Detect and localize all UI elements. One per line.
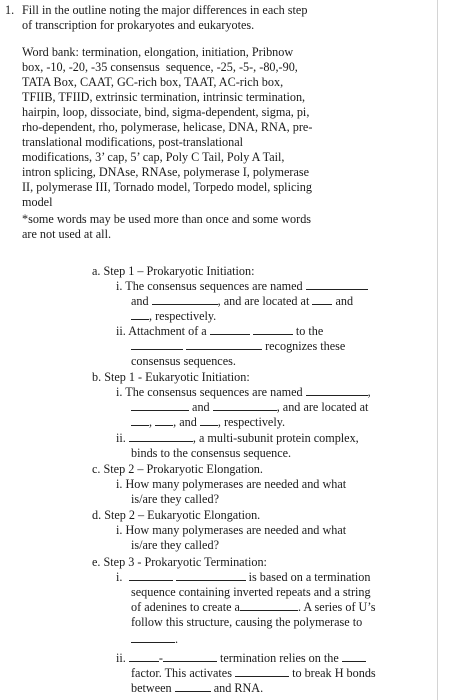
question-prompt-line-1: Fill in the outline noting the major differences in each step bbox=[22, 3, 308, 17]
section-c-i-line-1: i. How many polymerases are needed and what bbox=[116, 477, 347, 491]
word-bank-line: model bbox=[22, 195, 53, 209]
answer-blank[interactable] bbox=[131, 401, 189, 411]
answer-blank[interactable] bbox=[210, 325, 250, 335]
section-e-ii-line-3: between and RNA. bbox=[131, 681, 264, 695]
section-a-i-line-1: i. The consensus sequences are named bbox=[116, 279, 368, 294]
section-e-i-line-5: . bbox=[131, 632, 178, 647]
section-b-i-line-2: and , and are located at bbox=[131, 400, 368, 415]
section-b-ii-line-2: binds to the consensus sequence. bbox=[131, 446, 292, 460]
answer-blank[interactable] bbox=[131, 416, 149, 426]
answer-blank[interactable] bbox=[186, 340, 262, 350]
word-bank-line: hairpin, loop, dissociate, bind, sigma-dependent, sigma, pi, bbox=[22, 105, 310, 119]
answer-blank[interactable] bbox=[213, 401, 277, 411]
word-bank-line: translational modifications, post-translational bbox=[22, 135, 244, 149]
answer-blank[interactable] bbox=[131, 340, 183, 350]
section-e-i-line-1: i. is based on a termination bbox=[116, 570, 371, 584]
word-bank-note: *some words may be used more than once and some words bbox=[22, 212, 312, 226]
answer-blank[interactable] bbox=[129, 571, 173, 581]
answer-blank[interactable] bbox=[235, 667, 289, 677]
section-c-i-line-2: is/are they called? bbox=[131, 492, 219, 506]
question-number: 1. bbox=[5, 3, 15, 17]
section-b-heading: b. Step 1 - Eukaryotic Initiation: bbox=[92, 370, 250, 384]
answer-blank[interactable] bbox=[129, 652, 159, 662]
answer-blank[interactable] bbox=[176, 571, 246, 581]
section-e-i-line-2: sequence containing inverted repeats and a string bbox=[131, 585, 371, 599]
section-c-heading: c. Step 2 – Prokaryotic Elongation. bbox=[92, 462, 263, 476]
answer-blank[interactable] bbox=[253, 325, 293, 335]
section-a-heading: a. Step 1 – Prokaryotic Initiation: bbox=[92, 264, 255, 278]
section-b-i-line-1: i. The consensus sequences are named , bbox=[116, 385, 371, 399]
section-a-i-line-2: and , and are located at and bbox=[131, 294, 354, 308]
section-a-ii-line-1: ii. Attachment of a to the bbox=[116, 324, 324, 338]
answer-blank[interactable] bbox=[152, 295, 218, 305]
word-bank-note: are not used at all. bbox=[22, 227, 112, 241]
word-bank-line: II, polymerase III, Tornado model, Torpedo model, splicing bbox=[22, 180, 312, 194]
answer-blank[interactable] bbox=[342, 652, 366, 662]
answer-blank[interactable] bbox=[200, 416, 218, 426]
word-bank-line: rho-dependent, rho, polymerase, helicase, DNA, RNA, pre- bbox=[22, 120, 313, 134]
page-edge-divider bbox=[437, 0, 438, 700]
section-a-i-line-3: , respectively. bbox=[131, 309, 216, 324]
answer-blank[interactable] bbox=[129, 432, 193, 442]
section-e-i-line-3: of adenines to create a . A series of U’s bbox=[131, 600, 376, 614]
section-b-i-line-3: , , and , respectively. bbox=[131, 415, 285, 430]
answer-blank[interactable] bbox=[131, 633, 175, 643]
word-bank-line: Word bank: termination, elongation, initiation, Pribnow bbox=[22, 45, 294, 59]
section-a-ii-line-2: recognizes these bbox=[131, 339, 345, 354]
answer-blank[interactable] bbox=[306, 386, 368, 396]
word-bank-line: TFIIB, TFIID, extrinsic termination, intrinsic termination, bbox=[22, 90, 306, 104]
section-d-heading: d. Step 2 – Eukaryotic Elongation. bbox=[92, 508, 261, 522]
word-bank-line: modifications, 3’ cap, 5’ cap, Poly C Tail, Poly A Tail, bbox=[22, 150, 285, 164]
answer-blank[interactable] bbox=[306, 280, 368, 290]
section-e-ii-line-1: ii. - termination relies on the bbox=[116, 651, 366, 666]
question-prompt-line-2: of transcription for prokaryotes and eukaryotes. bbox=[22, 18, 255, 32]
section-d-i-line-2: is/are they called? bbox=[131, 538, 219, 552]
section-d-i-line-1: i. How many polymerases are needed and what bbox=[116, 523, 347, 537]
word-bank-line: TATA Box, CAAT, GC-rich box, TAAT, AC-rich box, bbox=[22, 75, 284, 89]
section-b-ii-line-1: ii. , a multi-subunit protein complex, bbox=[116, 431, 359, 445]
section-e-heading: e. Step 3 - Prokaryotic Termination: bbox=[92, 555, 267, 569]
answer-blank[interactable] bbox=[240, 601, 298, 611]
answer-blank[interactable] bbox=[312, 295, 332, 305]
word-bank-line: intron splicing, DNAse, RNAse, polymerase I, polymerase bbox=[22, 165, 310, 179]
section-e-i-line-4: follow this structure, causing the polymerase to bbox=[131, 615, 363, 629]
answer-blank[interactable] bbox=[163, 652, 217, 662]
section-e-ii-line-2: factor. This activates to break H bonds bbox=[131, 666, 376, 680]
answer-blank[interactable] bbox=[155, 416, 173, 426]
answer-blank[interactable] bbox=[175, 682, 211, 692]
answer-blank[interactable] bbox=[131, 310, 149, 320]
section-a-ii-line-3: consensus sequences. bbox=[131, 354, 236, 368]
word-bank-line: box, -10, -20, -35 consensus sequence, -25, -5-, -80,-90, bbox=[22, 60, 298, 74]
